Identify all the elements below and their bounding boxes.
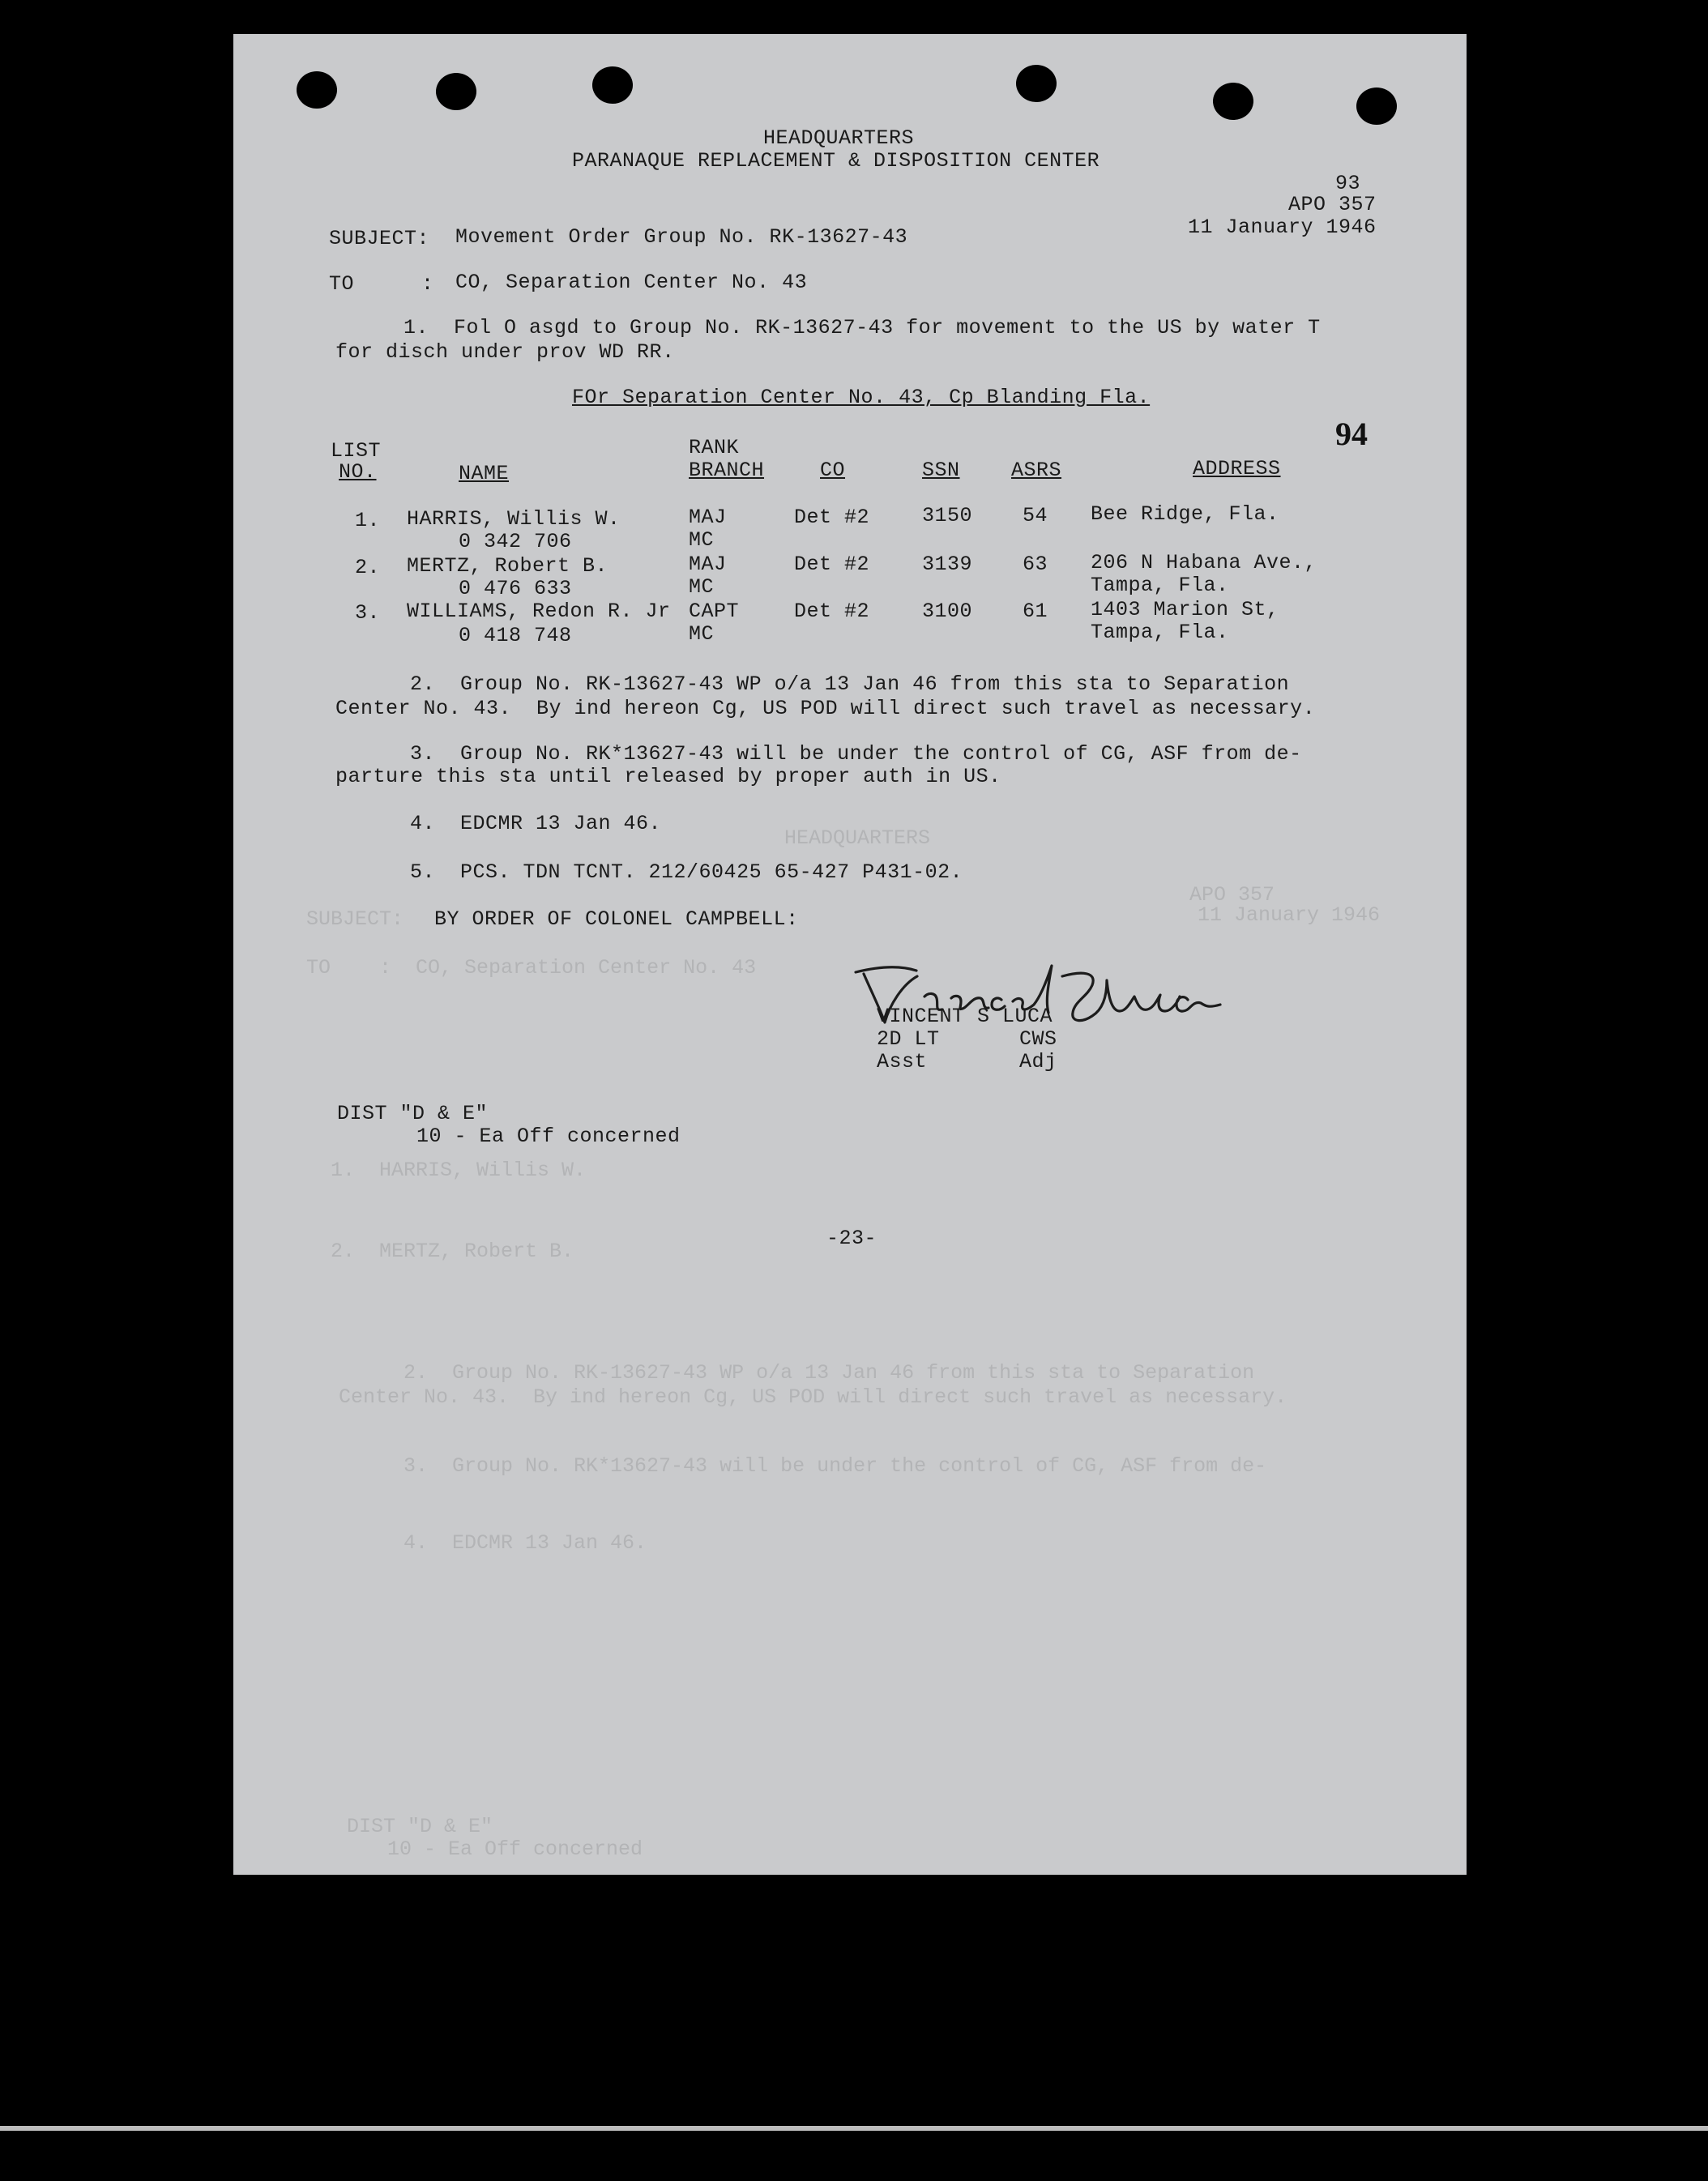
- to-text: CO, Separation Center No. 43: [455, 271, 808, 294]
- bleed-through-text: 2. MERTZ, Robert B.: [331, 1240, 574, 1263]
- row-address: 1403 Marion St,: [1091, 598, 1279, 621]
- col-header-rank: RANK: [689, 436, 740, 459]
- punch-hole: [1016, 65, 1057, 102]
- row-rank: MAJ: [689, 553, 727, 576]
- apo-number: 93: [1335, 172, 1361, 195]
- row-asrs: 54: [1023, 504, 1048, 527]
- punch-hole: [297, 71, 337, 109]
- row-name: HARRIS, Willis W.: [407, 507, 621, 531]
- order-by-line: BY ORDER OF COLONEL CAMPBELL:: [434, 907, 799, 931]
- bleed-through-text: DIST "D & E": [347, 1815, 493, 1838]
- signatory-branch: CWS: [1019, 1027, 1057, 1051]
- header-title: HEADQUARTERS: [763, 126, 915, 150]
- row-ssn: 3150: [922, 504, 973, 527]
- paragraph-2: 2. Group No. RK-13627-43 WP o/a 13 Jan 46 from this sta to Separation: [410, 672, 1290, 696]
- col-header-ssn: SSN: [922, 459, 960, 482]
- row-branch: MC: [689, 575, 715, 599]
- bleed-through-text: HEADQUARTERS: [784, 826, 931, 850]
- paragraph-4: 4. EDCMR 13 Jan 46.: [410, 812, 662, 835]
- distribution-label: DIST "D & E": [337, 1102, 489, 1125]
- row-rank: CAPT: [689, 600, 740, 623]
- paragraph-3: 3. Group No. RK*13627-43 will be under the control of CG, ASF from de-: [410, 742, 1302, 766]
- destination-heading: FOr Separation Center No. 43, Cp Blanding Fla.: [572, 386, 1151, 409]
- punch-hole: [1356, 87, 1397, 125]
- row-rank: MAJ: [689, 506, 727, 529]
- col-header-address: ADDRESS: [1193, 457, 1281, 480]
- row-no: 2.: [355, 556, 381, 579]
- row-co: Det #2: [794, 600, 870, 623]
- punch-hole: [1213, 83, 1253, 120]
- col-header-branch: BRANCH: [689, 459, 765, 482]
- row-name: WILLIAMS, Redon R. Jr: [407, 600, 671, 623]
- row-address-line2: Tampa, Fla.: [1091, 574, 1229, 597]
- bleed-through-text: 4. EDCMR 13 Jan 46.: [404, 1531, 647, 1555]
- document-page: [233, 34, 1467, 1875]
- row-co: Det #2: [794, 506, 870, 529]
- col-header-asrs: ASRS: [1011, 459, 1062, 482]
- bleed-through-text: 1. HARRIS, Willis W.: [331, 1159, 587, 1182]
- signatory-name: VINCENT S LUCA: [877, 1005, 1053, 1028]
- row-serial: 0 342 706: [459, 530, 572, 553]
- page-footer-number: -23-: [826, 1227, 877, 1250]
- row-address-line2: Tampa, Fla.: [1091, 621, 1229, 644]
- row-branch: MC: [689, 528, 715, 552]
- signatory-title-1: Asst: [877, 1050, 928, 1073]
- bleed-through-text: TO : CO, Separation Center No. 43: [306, 956, 757, 980]
- row-ssn: 3100: [922, 600, 973, 623]
- paragraph-5: 5. PCS. TDN TCNT. 212/60425 65-427 P431-02.: [410, 860, 963, 884]
- paragraph-1: 1. Fol O asgd to Group No. RK-13627-43 for movement to the US by water T: [404, 316, 1321, 339]
- row-ssn: 3139: [922, 553, 973, 576]
- header-subtitle: PARANAQUE REPLACEMENT & DISPOSITION CENTER: [572, 149, 1100, 173]
- document-date: 11 January 1946: [1188, 216, 1377, 239]
- row-asrs: 63: [1023, 553, 1048, 576]
- col-header-name: NAME: [459, 462, 510, 485]
- bleed-through-text: Center No. 43. By ind hereon Cg, US POD will direct such travel as necessary.: [339, 1385, 1287, 1409]
- punch-hole: [592, 66, 633, 104]
- bleed-through-text: 10 - Ea Off concerned: [387, 1837, 643, 1861]
- col-header-list: LIST: [331, 439, 382, 463]
- paragraph-1-cont: for disch under prov WD RR.: [335, 340, 675, 364]
- subject-text: Movement Order Group No. RK-13627-43: [455, 225, 908, 249]
- row-co: Det #2: [794, 553, 870, 576]
- col-header-no: NO.: [339, 460, 377, 484]
- row-address: 206 N Habana Ave.,: [1091, 551, 1317, 574]
- distribution-detail: 10 - Ea Off concerned: [416, 1125, 681, 1148]
- to-colon: :: [421, 272, 434, 296]
- paragraph-2-cont: Center No. 43. By ind hereon Cg, US POD will direct such travel as necessary.: [335, 697, 1316, 720]
- paragraph-3-cont: parture this sta until released by proper auth in US.: [335, 765, 1001, 788]
- punch-hole: [436, 73, 476, 110]
- row-address: Bee Ridge, Fla.: [1091, 502, 1279, 526]
- row-no: 3.: [355, 601, 381, 625]
- col-header-co: CO: [820, 459, 846, 482]
- page-stamp-number: 94: [1335, 416, 1368, 452]
- subject-label: SUBJECT:: [329, 227, 430, 250]
- row-serial: 0 476 633: [459, 577, 572, 600]
- row-asrs: 61: [1023, 600, 1048, 623]
- signatory-rank: 2D LT: [877, 1027, 940, 1051]
- to-label: TO: [329, 272, 355, 296]
- bleed-through-text: 3. Group No. RK*13627-43 will be under the control of CG, ASF from de-: [404, 1454, 1267, 1478]
- signatory-title-2: Adj: [1019, 1050, 1057, 1073]
- row-name: MERTZ, Robert B.: [407, 554, 608, 578]
- row-no: 1.: [355, 509, 381, 532]
- apo: APO 357: [1288, 193, 1377, 216]
- scan-edge-line: [0, 2126, 1708, 2131]
- row-branch: MC: [689, 622, 715, 646]
- bleed-through-text: 2. Group No. RK-13627-43 WP o/a 13 Jan 46 from this sta to Separation: [404, 1361, 1255, 1385]
- bleed-through-text: SUBJECT:: [306, 907, 404, 931]
- bleed-through-text: 11 January 1946: [1198, 903, 1381, 927]
- bleed-through-text: APO 357: [1189, 883, 1275, 907]
- row-serial: 0 418 748: [459, 624, 572, 647]
